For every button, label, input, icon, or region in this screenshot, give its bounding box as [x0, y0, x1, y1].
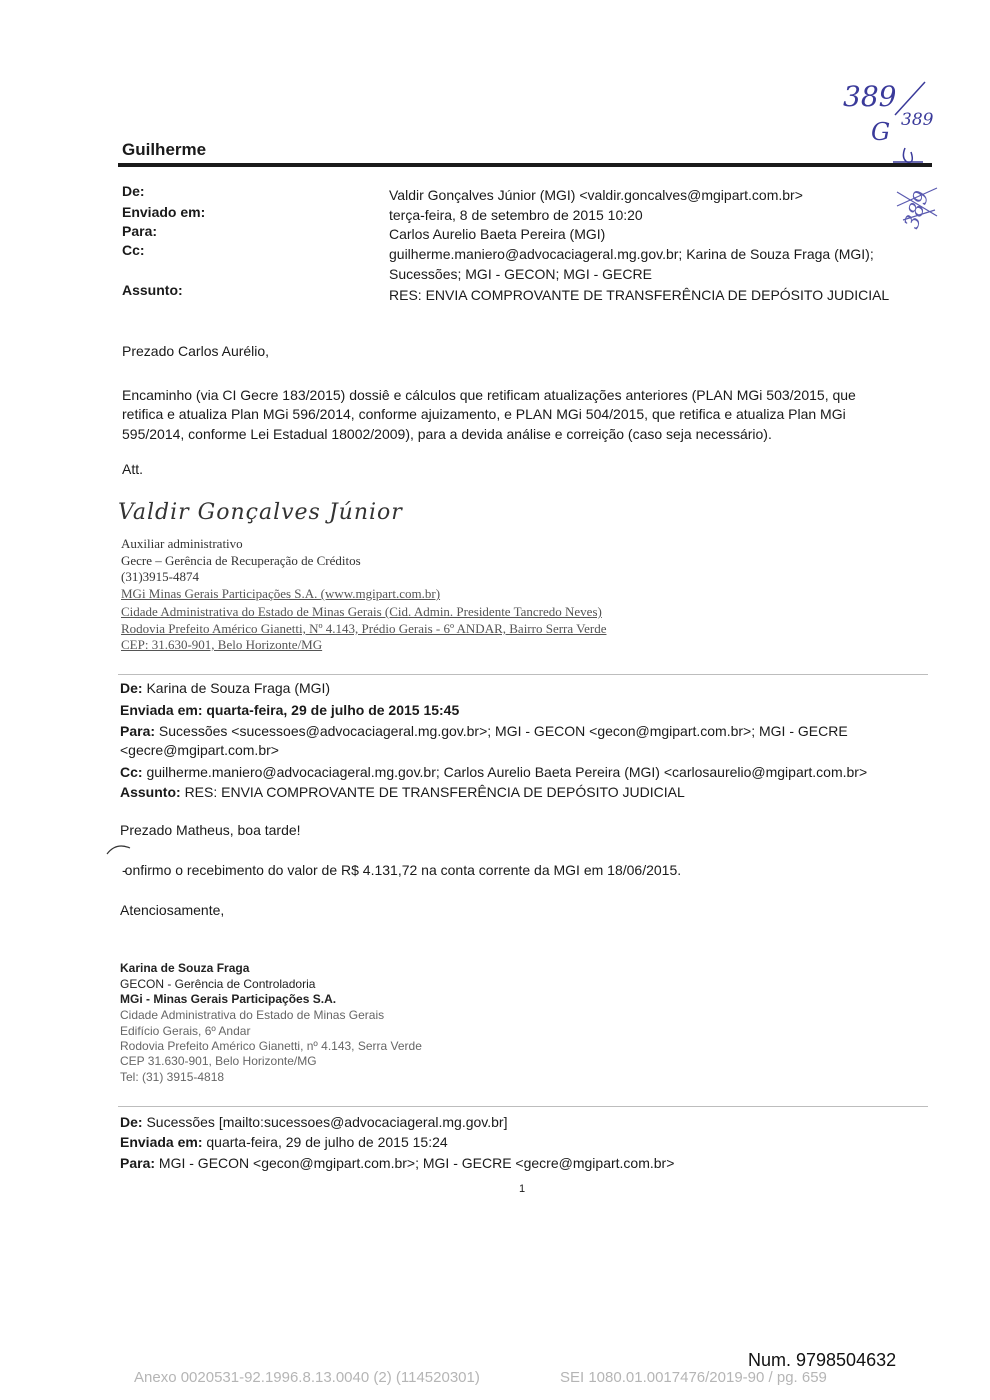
second-email-subject: Assunto: RES: ENVIA COMPROVANTE DE TRANSFERÊNCIA DE DEPÓSITO JUDICIAL: [120, 784, 685, 800]
email-sent-date: terça-feira, 8 de setembro de 2015 10:20: [389, 207, 643, 223]
scan-mark: [104, 840, 134, 860]
second-email-to: Para: Sucessões <sucessoes@advocaciageral.mg.gov.br>; MGI - GECON <gecon@mgipart.com.br>; MGI - GECRE: [120, 723, 848, 739]
email-to: Carlos Aurelio Baeta Pereira (MGI): [389, 226, 606, 242]
handwritten-page-number-mark: [835, 70, 945, 245]
email-body-line-1: Encaminho (via CI Gecre 183/2015) dossiê e cálculos que retificam atualizações anteriores (PLAN MGi 503/2015, que: [122, 387, 856, 403]
message-divider-2: [118, 1106, 928, 1107]
email-body-line-2: retifica e atualiza Plan MGi 596/2014, conforme ajuizamento, e PLAN MGi 504/2015, que retifica e atualiza Plan MGi: [122, 406, 846, 422]
handwritten-side-number: 389: [898, 187, 934, 232]
second-email-cc: Cc: guilherme.maniero@advocaciageral.mg.gov.br; Carlos Aurelio Baeta Pereira (MGI) <carlosaurelio@mgipart.com.br>: [120, 764, 868, 780]
third-email-sent: Enviada em: quarta-feira, 29 de julho de 2015 15:24: [120, 1134, 448, 1150]
email-greeting: Prezado Carlos Aurélio,: [122, 343, 270, 359]
signature2-address-4: CEP 31.630-901, Belo Horizonte/MG: [120, 1054, 317, 1068]
second-email-from: De: Karina de Souza Fraga (MGI): [120, 680, 331, 696]
signature2-address-2: Edifício Gerais, 6º Andar: [120, 1024, 251, 1038]
mailbox-owner-name: Guilherme: [122, 140, 207, 159]
email-from: Valdir Gonçalves Júnior (MGI) <valdir.goncalves@mgipart.com.br>: [389, 187, 803, 203]
signature2-name: Karina de Souza Fraga: [120, 961, 250, 975]
email-cc-line-1: guilherme.maniero@advocaciageral.mg.gov.br; Karina de Souza Fraga (MGI);: [389, 246, 874, 262]
signature2-phone: Tel: (31) 3915-4818: [120, 1070, 225, 1084]
email-body-line-3: 595/2014, conforme Lei Estadual 18002/2009), para a devida análise e correição (caso seja necessário).: [122, 426, 772, 442]
signature2-address-1: Cidade Administrativa do Estado de Minas Gerais: [120, 1008, 385, 1022]
second-email-body: -onfirmo o recebimento do valor de R$ 4.131,72 na conta corrente da MGI em 18/06/2015.: [122, 862, 682, 878]
third-email-to: Para: MGI - GECON <gecon@mgipart.com.br>; MGI - GECRE <gecre@mgipart.com.br>: [120, 1155, 675, 1171]
signature2-department: GECON - Gerência de Controladoria: [120, 977, 316, 991]
label-subject: Assunto:: [122, 282, 183, 298]
signature-company-link[interactable]: MGi Minas Gerais Participações S.A. (www.mgipart.com.br): [121, 586, 441, 601]
signature-address-3: CEP: 31.630-901, Belo Horizonte/MG: [121, 637, 323, 652]
signature-address-1: Cidade Administrativa do Estado de Minas Gerais (Cid. Admin. Presidente Tancredo Neves): [121, 604, 602, 619]
email-closing: Att.: [122, 461, 144, 477]
email-cc-line-2: Sucessões; MGI - GECON; MGI - GECRE: [389, 266, 652, 282]
document-number-stamp: Num. 9798504632: [748, 1350, 897, 1370]
second-email-closing: Atenciosamente,: [120, 902, 225, 918]
third-email-from: De: Sucessões [mailto:sucessoes@advocaciageral.mg.gov.br]: [120, 1114, 508, 1130]
signature2-address-3: Rodovia Prefeito Américo Gianetti, nº 4.143, Serra Verde: [120, 1039, 422, 1053]
second-email-sent: Enviada em: quarta-feira, 29 de julho de 2015 15:45: [120, 702, 460, 718]
second-email-greeting: Prezado Matheus, boa tarde!: [120, 822, 301, 838]
label-from: De:: [122, 183, 145, 199]
label-cc: Cc:: [122, 242, 145, 258]
handwritten-letter: G: [871, 118, 891, 146]
label-to: Para:: [122, 223, 158, 239]
footer-sei-reference: SEI 1080.01.0017476/2019-90 / pg. 659: [560, 1369, 827, 1386]
signature2-company: MGi - Minas Gerais Participações S.A.: [120, 992, 337, 1006]
handwritten-signature: Valdir Gonçalves Júnior: [118, 500, 403, 525]
signature-department: Gecre – Gerência de Recuperação de Créditos: [121, 553, 361, 568]
label-sent: Enviado em:: [122, 204, 206, 220]
email-subject: RES: ENVIA COMPROVANTE DE TRANSFERÊNCIA DE DEPÓSITO JUDICIAL: [389, 287, 890, 303]
signature-phone: (31)3915-4874: [121, 569, 199, 584]
page-number: 1: [519, 1183, 526, 1195]
second-email-to-continued: <gecre@mgipart.com.br>: [120, 742, 279, 758]
handwritten-number: 389: [843, 80, 897, 113]
signature-address-2: Rodovia Prefeito Américo Gianetti, Nº 4.143, Prédio Gerais - 6º ANDAR, Bairro Serra Verde: [121, 621, 607, 636]
footer-annex-reference: Anexo 0020531-92.1996.8.13.0040 (2) (114520301): [134, 1369, 480, 1386]
handwritten-number-small: 389: [901, 110, 934, 130]
message-divider: [118, 674, 928, 675]
header-divider: [118, 163, 932, 167]
signature-role: Auxiliar administrativo: [121, 536, 243, 551]
